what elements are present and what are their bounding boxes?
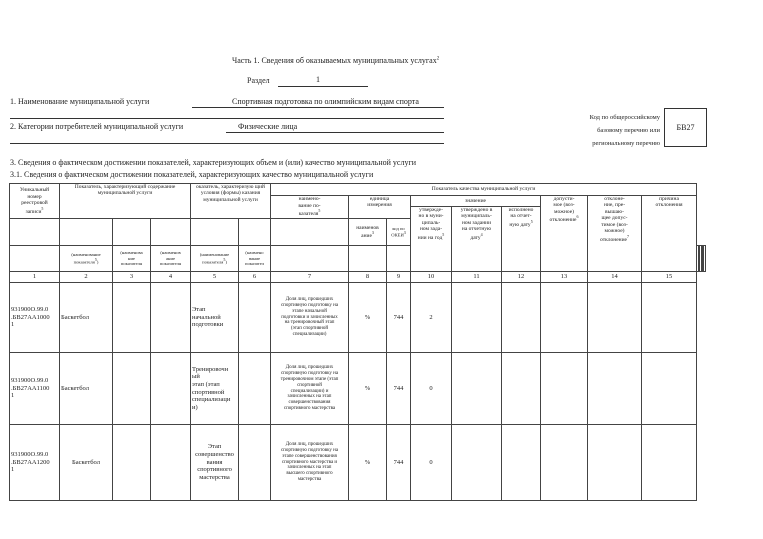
col-num: 3 — [113, 272, 151, 283]
header-content: Показатель, характеризующий содержание муниципальной услуги — [60, 184, 191, 219]
header-exceeding-deviation: отклоне- ние, пре- вышаю- щее допус- тимое (воз- можное) отклонение$^7$ — [588, 196, 642, 272]
row-empty — [541, 283, 588, 353]
section-label: Раздел — [247, 76, 270, 85]
section-underline — [278, 86, 368, 87]
col-num: 4 — [151, 272, 191, 283]
header-quality: Показатель качества муниципальной услуги — [271, 184, 697, 196]
header-allowed-deviation: допусти- мое (воз- можное) отклонение$^6$ — [541, 196, 588, 272]
header-unit-code: код по ОКЕИ$^3$ — [387, 219, 411, 246]
consumers-label: 2. Категории потребителей муниципальной услуги — [10, 122, 184, 131]
row-empty — [151, 425, 191, 501]
row-indicator: Доля лиц, прошедших спортивную подготовку на этапе совершенствования спортивного мастерства и зачисленных на этап высшего спортивного мастерства — [271, 425, 349, 501]
col-num: 10 — [411, 272, 452, 283]
row-sport: Баскетбол — [60, 353, 113, 425]
header-blank-11 — [387, 246, 411, 272]
header-approved-year: утвержде- но в муни- ципаль- ном зада- нии на год$^5$ — [411, 207, 452, 272]
row-okei: 744 — [387, 353, 411, 425]
consumers-value: Физические лица — [238, 122, 298, 131]
row-unit: % — [349, 353, 387, 425]
row-empty — [113, 353, 151, 425]
row-empty — [452, 353, 502, 425]
header-ind-name-6: (наимено вание показател — [239, 246, 271, 272]
col-num: 1 — [10, 272, 60, 283]
row-empty — [642, 353, 697, 425]
section-number: 1 — [316, 75, 320, 84]
row-empty — [452, 425, 502, 501]
header-blank-8 — [10, 246, 60, 272]
header-executed: исполнено на отчет- ную дату$^5$ — [502, 207, 541, 272]
col-num: 6 — [239, 272, 271, 283]
row-empty — [588, 283, 642, 353]
row-id: 931900О.99.0 .БВ27АА1100 1 — [10, 353, 60, 425]
table-row — [10, 353, 706, 425]
row-empty — [502, 283, 541, 353]
row-empty — [239, 283, 271, 353]
col-num: 5 — [191, 272, 239, 283]
consumers-underline — [226, 132, 444, 133]
header-reason: причина отклонения — [642, 196, 697, 272]
row-empty — [239, 353, 271, 425]
row-empty — [452, 283, 502, 353]
row-empty — [541, 425, 588, 501]
service-name-value: Спортивная подготовка по олимпийским видам спорта — [232, 97, 419, 106]
header-indicator-name: наимено- вание по- казателя$^5$ — [271, 196, 349, 219]
row-id: 931900О.99.0 .БВ27АА1200 1 — [10, 425, 60, 501]
row-okei: 744 — [387, 425, 411, 501]
row-indicator: Доля лиц, прошедших спортивную подготовку на тренировочном этапе (этап спортивной специализации) и зачисленных на этап совершенствования спортивного мастерства — [271, 353, 349, 425]
row-empty — [588, 425, 642, 501]
consumers-underline-2 — [10, 143, 444, 144]
part-title: Часть 1. Сведения об оказываемых муниципальных услугах$^2$ — [232, 56, 440, 65]
col-num: 11 — [452, 272, 502, 283]
quality-indicators-table — [9, 183, 706, 501]
table-row — [10, 425, 706, 501]
row-empty — [151, 283, 191, 353]
row-empty — [113, 425, 151, 501]
col-num: 12 — [502, 272, 541, 283]
col-num: 9 — [387, 272, 411, 283]
row-unit: % — [349, 425, 387, 501]
service-name-label: 1. Наименование муниципальной услуги — [10, 97, 150, 106]
header-value: значение — [411, 196, 541, 207]
table-row — [10, 283, 706, 353]
row-empty — [588, 353, 642, 425]
row-okei: 744 — [387, 283, 411, 353]
row-empty — [113, 283, 151, 353]
service-name-underline — [192, 107, 444, 108]
row-id: 931900О.99.0 .БВ27АА1000 1 — [10, 283, 60, 353]
header-approved-date: утверждено в муниципаль- ном задании на отчетную дату$^4$ — [452, 207, 502, 272]
code-value: БВ27 — [676, 123, 695, 132]
header-blank-9 — [271, 246, 349, 272]
row-empty — [502, 425, 541, 501]
code-value-box — [664, 108, 707, 147]
col-num: 7 — [271, 272, 349, 283]
row-empty — [642, 283, 697, 353]
section-3-1-heading: 3.1. Сведения о фактическом достижении показателей, характеризующих качество муниципальной услуги — [10, 170, 374, 179]
row-unit: % — [349, 283, 387, 353]
col-num: 8 — [349, 272, 387, 283]
row-empty — [541, 353, 588, 425]
header-blank-7 — [271, 219, 349, 246]
row-empty — [642, 425, 697, 501]
col-num: 13 — [541, 272, 588, 283]
header-ind-name-2: (наименова ние показателя — [113, 246, 151, 272]
col-num: 14 — [588, 272, 642, 283]
header-blank-5 — [191, 219, 239, 246]
row-empty — [239, 425, 271, 501]
header-ind-name-3: (наименов ание показателя — [151, 246, 191, 272]
header-blank-2 — [60, 219, 113, 246]
column-numbers-row — [10, 272, 706, 283]
row-stage: Тренировочн ый этап (этап спортивной специализаци и) — [191, 353, 239, 425]
header-blank-3 — [113, 219, 151, 246]
header-blank-6 — [239, 219, 271, 246]
header-blank-10 — [349, 246, 387, 272]
header-blank-17 — [704, 246, 706, 272]
col-num: 2 — [60, 272, 113, 283]
header-conditions: оказатель, характеризую щий условия (формы) казания муниципальной услуги — [191, 184, 271, 219]
row-approved-year: 0 — [411, 353, 452, 425]
row-stage: Этап совершенство вания спортивного мастерства — [191, 425, 239, 501]
row-stage: Этап начальной подготовки — [191, 283, 239, 353]
header-ind-name-5: (наименование показателя$^5$) — [191, 246, 239, 272]
code-label: Код по общероссийскому базовому перечню или региональному перечню — [589, 114, 660, 147]
row-empty — [502, 353, 541, 425]
header-unit-name: наименов ание$^3$ — [349, 219, 387, 246]
col-num: 15 — [642, 272, 697, 283]
row-indicator: Доля лиц, прошедших спортивную подготовку на этапе начальной подготовки и зачисленных на тренировочный этап (этап спортивной специализации) — [271, 283, 349, 353]
header-blank-1 — [10, 219, 60, 246]
header-unique-number: Уникальный номер реестровой записи$^5$ — [10, 184, 60, 219]
row-approved-year: 2 — [411, 283, 452, 353]
row-empty — [151, 353, 191, 425]
row-sport: Баскетбол — [60, 425, 113, 501]
row-sport: Баскетбол — [60, 283, 113, 353]
section-3-heading: 3. Сведения о фактическом достижении показателей, характеризующих объем и (или) качество муниципальной услуги — [10, 158, 417, 167]
header-ind-name-1: (наименование показателя$^5$) — [60, 246, 113, 272]
header-blank-4 — [151, 219, 191, 246]
row-approved-year: 0 — [411, 425, 452, 501]
service-name-underline-2 — [10, 118, 444, 119]
header-unit: единица измерения — [349, 196, 411, 219]
